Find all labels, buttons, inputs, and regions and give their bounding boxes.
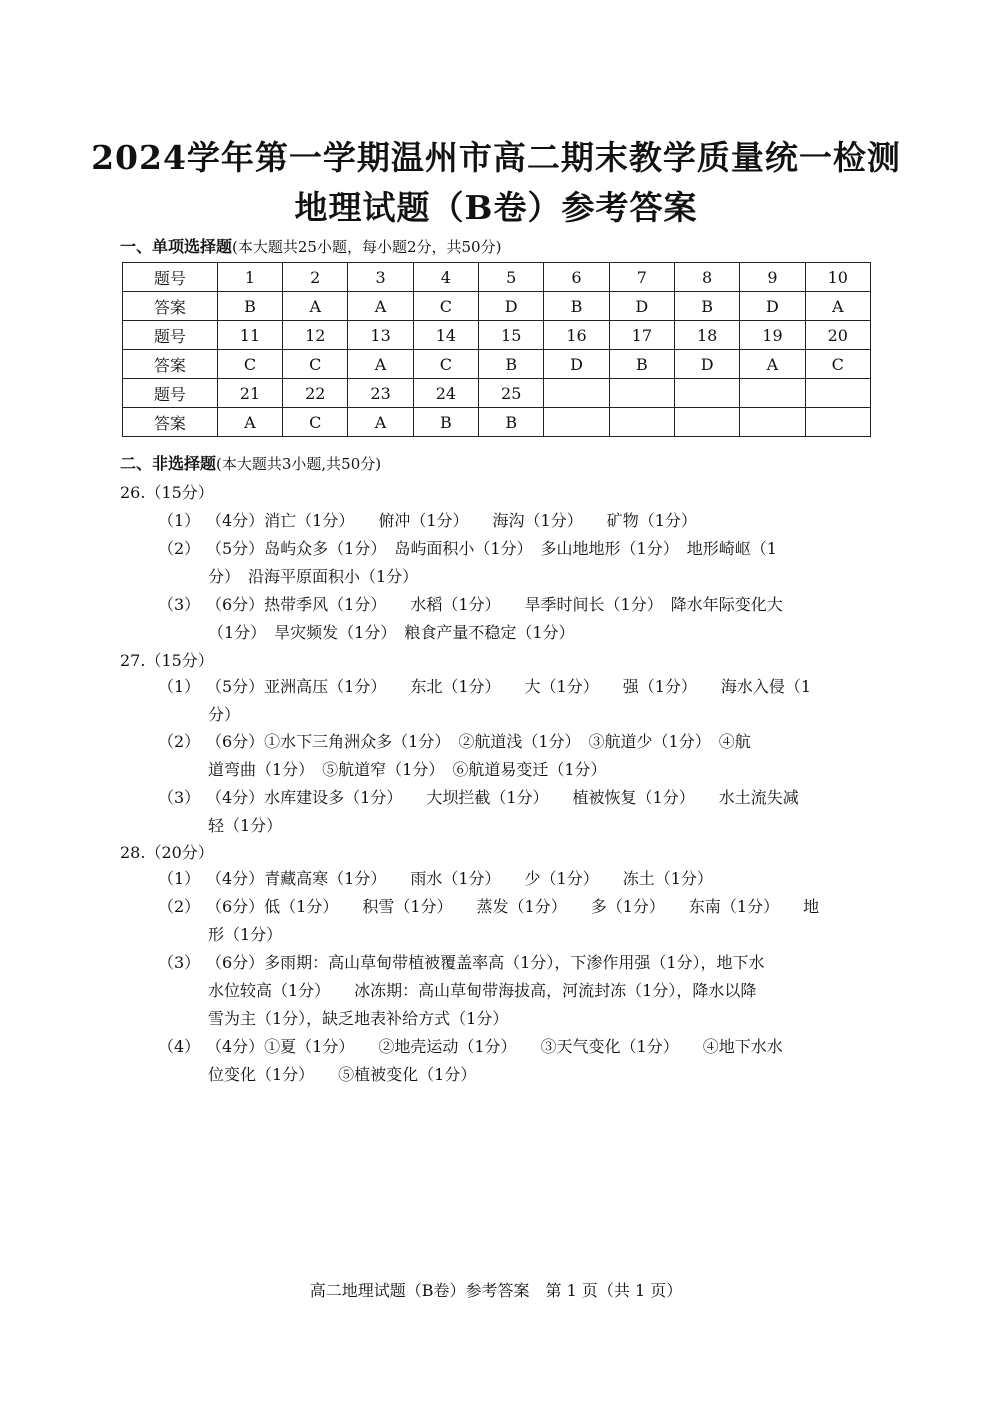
question-26-head: 26.（15分） — [120, 483, 214, 502]
question-number-cell: 3 — [348, 263, 413, 292]
answer-cell: A — [283, 292, 348, 321]
page-subtitle: 地理试题（B卷）参考答案 — [294, 188, 698, 227]
answer-cell: C — [805, 350, 870, 379]
part-number: （2） — [158, 732, 201, 751]
question-number-cell — [609, 379, 674, 408]
answer-cell: D — [544, 350, 609, 379]
table-row-question-numbers — [123, 379, 871, 408]
question-number-cell: 11 — [217, 321, 282, 350]
answer-cell: C — [217, 350, 282, 379]
question-number-cell: 2 — [283, 263, 348, 292]
question-27-part-3 — [158, 784, 874, 840]
part-text-continued: 水位较高（1分） 冰冻期：高山草甸带海拔高，河流封冻（1分），降水以降 — [208, 981, 757, 1000]
answer-cell: D — [674, 350, 739, 379]
answer-cell: B — [413, 408, 478, 437]
question-28-part-4 — [158, 1033, 874, 1089]
question-number-cell — [740, 379, 805, 408]
answer-cell: C — [283, 408, 348, 437]
question-26-part-1 — [158, 507, 874, 535]
question-number-cell — [674, 379, 739, 408]
part-text: （4分）消亡（1分） 俯冲（1分） 海沟（1分） 矿物（1分） — [206, 511, 697, 530]
question-28-part-1 — [158, 865, 874, 893]
answer-cell: A — [348, 292, 413, 321]
question-28-head: 28.（20分） — [120, 843, 214, 862]
question-number-cell: 1 — [217, 263, 282, 292]
row-header-answer: 答案 — [123, 292, 218, 321]
part-text: （6分）①水下三角洲众多（1分） ②航道浅（1分） ③航道少（1分） ④航 — [206, 732, 751, 751]
part-number: （2） — [158, 897, 201, 916]
answer-cell: D — [479, 292, 544, 321]
question-26-part-3 — [158, 591, 874, 647]
part-text: （4分）①夏（1分） ②地壳运动（1分） ③天气变化（1分） ④地下水水 — [206, 1037, 783, 1056]
row-header-answer: 答案 — [123, 350, 218, 379]
part-text: （5分）岛屿众多（1分） 岛屿面积小（1分） 多山地地形（1分） 地形崎岖（1 — [206, 539, 777, 558]
question-27-part-1 — [158, 673, 874, 729]
question-number-cell: 24 — [413, 379, 478, 408]
question-number-cell: 16 — [544, 321, 609, 350]
answer-cell: A — [217, 408, 282, 437]
question-number-cell: 4 — [413, 263, 478, 292]
answer-cell: C — [413, 350, 478, 379]
question-27-head: 27.（15分） — [120, 651, 214, 670]
row-header-question: 题号 — [123, 321, 218, 350]
table-row-answers — [123, 408, 871, 437]
question-number-cell: 18 — [674, 321, 739, 350]
answer-cell — [609, 408, 674, 437]
answer-cell: C — [283, 350, 348, 379]
table-row-answers — [123, 292, 871, 321]
question-number-cell — [544, 379, 609, 408]
answer-cell: C — [413, 292, 478, 321]
section-heading-label: 一、单项选择题 — [120, 237, 233, 256]
part-text: （6分）热带季风（1分） 水稻（1分） 旱季时间长（1分） 降水年际变化大 — [206, 595, 783, 614]
part-text-continued: 分） — [208, 705, 241, 724]
answer-cell: B — [544, 292, 609, 321]
answer-cell — [674, 408, 739, 437]
answer-table — [122, 262, 871, 437]
question-28-part-2 — [158, 893, 874, 949]
answer-cell: D — [609, 292, 674, 321]
answer-cell: B — [479, 350, 544, 379]
part-text: （6分）多雨期：高山草甸带植被覆盖率高（1分），下渗作用强（1分），地下水 — [206, 953, 765, 972]
question-number-cell: 25 — [479, 379, 544, 408]
part-number: （4） — [158, 1037, 201, 1056]
part-text-continued: 轻（1分） — [208, 816, 283, 835]
answer-cell: B — [609, 350, 674, 379]
part-number: （1） — [158, 511, 201, 530]
answer-cell: A — [740, 350, 805, 379]
row-header-question: 题号 — [123, 263, 218, 292]
page-footer: 高二地理试题（B卷）参考答案 第 1 页（共 1 页） — [309, 1281, 683, 1300]
question-number-cell: 17 — [609, 321, 674, 350]
answer-cell: A — [348, 350, 413, 379]
part-text-continued: 位变化（1分） ⑤植被变化（1分） — [208, 1065, 477, 1084]
part-number: （3） — [158, 788, 201, 807]
question-number-cell: 8 — [674, 263, 739, 292]
part-text: （5分）亚洲高压（1分） 东北（1分） 大（1分） 强（1分） 海水入侵（1 — [206, 677, 812, 696]
question-number-cell: 21 — [217, 379, 282, 408]
question-28-part-3 — [158, 949, 874, 1033]
answer-cell: A — [805, 292, 870, 321]
answer-cell — [805, 408, 870, 437]
section-heading-label: 二、非选择题 — [120, 454, 217, 473]
question-number-cell: 23 — [348, 379, 413, 408]
part-text-continued: （1分） 旱灾频发（1分） 粮食产量不稳定（1分） — [208, 623, 575, 642]
part-text: （6分）低（1分） 积雪（1分） 蒸发（1分） 多（1分） 东南（1分） 地 — [206, 897, 820, 916]
question-number-cell: 9 — [740, 263, 805, 292]
question-number-cell: 19 — [740, 321, 805, 350]
part-text-continued: 雪为主（1分），缺乏地表补给方式（1分） — [208, 1009, 509, 1028]
table-row-question-numbers — [123, 263, 871, 292]
question-number-cell: 14 — [413, 321, 478, 350]
question-number-cell: 12 — [283, 321, 348, 350]
question-number-cell: 10 — [805, 263, 870, 292]
part-text-continued: 分） 沿海平原面积小（1分） — [208, 567, 419, 586]
question-27-part-2 — [158, 728, 874, 784]
answer-cell: B — [479, 408, 544, 437]
answer-cell — [544, 408, 609, 437]
question-number-cell: 7 — [609, 263, 674, 292]
table-row-answers — [123, 350, 871, 379]
part-text: （4分）青藏高寒（1分） 雨水（1分） 少（1分） 冻土（1分） — [206, 869, 713, 888]
answer-cell: B — [217, 292, 282, 321]
part-number: （1） — [158, 869, 201, 888]
row-header-question: 题号 — [123, 379, 218, 408]
answer-cell: B — [674, 292, 739, 321]
part-text-continued: 形（1分） — [208, 925, 283, 944]
part-number: （3） — [158, 595, 201, 614]
section-heading-note: (本大题共25小题，每小题2分，共50分) — [232, 238, 502, 256]
question-number-cell: 20 — [805, 321, 870, 350]
answer-cell — [740, 408, 805, 437]
question-26-part-2 — [158, 535, 874, 591]
answer-cell: D — [740, 292, 805, 321]
question-number-cell: 15 — [479, 321, 544, 350]
part-text-continued: 道弯曲（1分） ⑤航道窄（1分） ⑥航道易变迁（1分） — [208, 760, 607, 779]
question-number-cell: 6 — [544, 263, 609, 292]
part-number: （2） — [158, 539, 201, 558]
row-header-answer: 答案 — [123, 408, 218, 437]
question-number-cell — [805, 379, 870, 408]
question-number-cell: 22 — [283, 379, 348, 408]
answer-cell: A — [348, 408, 413, 437]
question-number-cell: 13 — [348, 321, 413, 350]
part-number: （1） — [158, 677, 201, 696]
table-row-question-numbers — [123, 321, 871, 350]
part-number: （3） — [158, 953, 201, 972]
section-heading-single-choice — [120, 236, 501, 258]
part-text: （4分）水库建设多（1分） 大坝拦截（1分） 植被恢复（1分） 水土流失减 — [206, 788, 799, 807]
question-number-cell: 5 — [479, 263, 544, 292]
page-title: 2024学年第一学期温州市高二期末教学质量统一检测 — [91, 138, 901, 177]
section-heading-non-choice — [120, 453, 381, 475]
section-heading-note: (本大题共3小题,共50分) — [216, 455, 382, 473]
